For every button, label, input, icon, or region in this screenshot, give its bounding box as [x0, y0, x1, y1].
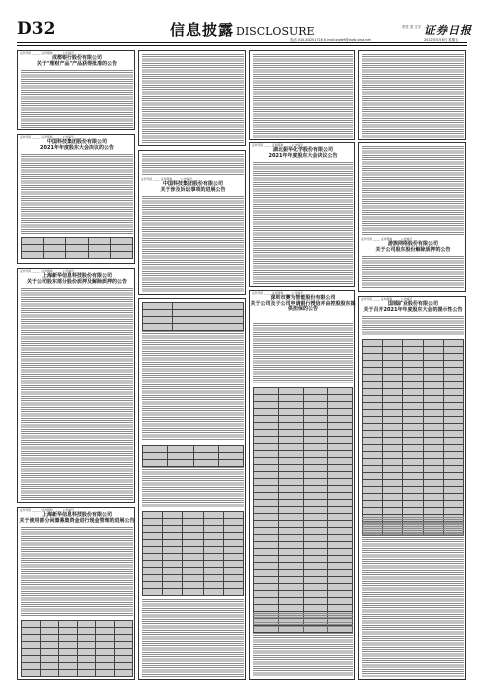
page-number: D32 — [17, 19, 56, 39]
notice-title-5: 湖北振华化学股份有限公司 2021年年度股东大会决议公告 — [268, 147, 338, 159]
contact-line: 电话 010-83251716 E-mail:zqrb9@zqrb.sina.net — [290, 38, 371, 42]
notice-title-8: 国城矿业股份有限公司 关于召开2021年年度股东大会的提示性公告 — [363, 301, 463, 313]
date-line: 2022年5月6日 星期五 — [424, 38, 459, 42]
notice-box-col4-top — [358, 50, 466, 140]
section-title-cn: 信息披露 — [170, 21, 235, 39]
notice-body-7 — [362, 256, 464, 289]
notice-body-9 — [21, 527, 133, 617]
notice-table-col2-b — [142, 445, 244, 467]
page-header — [0, 0, 484, 46]
newspaper-masthead: 证券日报 — [424, 24, 472, 37]
notice-table-col2-c — [142, 511, 244, 596]
notice-table-col2-a — [142, 302, 244, 331]
notice-table-2 — [21, 237, 133, 259]
notice-body-2 — [21, 154, 133, 234]
notice-body-5 — [253, 162, 353, 284]
notice-title-4: 上海新华信息科技股份有限公司 关于公司股东部分股份质押及解除质押的公告 — [26, 273, 127, 285]
notice-title-3: 中国科技集团股份有限公司 关于涉及诉讼事项的进展公告 — [160, 181, 226, 193]
notice-table-6 — [253, 387, 353, 633]
notice-box-col2-lower — [138, 298, 246, 680]
notice-body-8 — [362, 316, 464, 336]
notice-title-7: 游族网络股份有限公司 关于公司股东股份解除质押的公告 — [375, 241, 451, 253]
notice-box-2: 证券代码 ______ 证券简称 ______ 公告编号 ______ 中国科技集团股份有限公司 2021年年度股东大会决议的公告 — [17, 134, 135, 264]
notice-table-8 — [362, 339, 464, 536]
notice-title-9: 上海新华信息科技股份有限公司 关于使用部分闲置募集资金进行现金管理的进展公告 — [19, 512, 135, 524]
notice-box-3: 证券代码 _____ 证券简称 _____ 公告编号 _____ 中国科技集团股份有限公司 关于涉及诉讼事项的进展公告 — [138, 150, 246, 295]
notice-box-4: 证券代码 ______ 证券简称 ______ 公告编号 ______ 上海新华信息科技股份有限公司 关于公司股东部分股份质押及解除质押的公告 — [17, 268, 135, 503]
notice-box-7: 证券代码 _____ 证券简称 _____ 公告编号 _____ 游族网络股份有限公司 关于公司股东股份解除质押的公告 — [358, 142, 466, 292]
notice-title-1: 成都银行股份有限公司 关于"理财产品"产品获得批准的公告 — [36, 55, 118, 67]
header-rule-thick — [17, 42, 467, 43]
section-title-en: DISCLOSURE — [236, 25, 315, 38]
notice-box-5: 证券代码 _____ 证券简称 _____ 公告编号 _____ 湖北振华化学股份有限公司 2021年年度股东大会决议公告 — [249, 142, 355, 287]
notice-box-9: 证券代码 ______ 证券简称 ______ 公告编号 ______ 上海新华信息科技股份有限公司 关于使用部分闲置募集资金进行现金管理的进展公告 — [17, 507, 135, 680]
editor-line: 责任 美 文字 — [402, 25, 422, 29]
notice-title-6: 深圳市赛为智能股份有限公司 关于公司及子公司申请银行授信并由控股股东提供担保的公告 — [250, 295, 356, 313]
notice-box-6: 证券代码 _____ 证券简称 _____ 公告编号 _____ 深圳市赛为智能股份有限公司 关于公司及子公司申请银行授信并由控股股东提供担保的公告 — [249, 290, 355, 680]
notice-table-9 — [21, 620, 133, 677]
notice-box-1: 证券代码 ______ 证券简称 ______ 公告编号 ______ 成都银行股份有限公司 关于"理财产品"产品获得批准的公告 — [17, 50, 135, 130]
notice-box-col2-top — [138, 50, 246, 146]
notice-title-2: 中国科技集团股份有限公司 2021年年度股东大会决议的公告 — [40, 139, 114, 151]
notice-box-col3-top — [249, 50, 355, 140]
header-rule-thin — [17, 45, 467, 46]
notice-body-1 — [21, 70, 133, 128]
notice-body-4 — [21, 288, 133, 500]
notice-body-3 — [142, 196, 244, 292]
notice-body-6 — [253, 323, 353, 383]
notice-box-8: 证券代码 _____ 证券简称 _____ 公告编号 _____ 国城矿业股份有限公司 关于召开2021年年度股东大会的提示性公告 — [358, 296, 466, 680]
